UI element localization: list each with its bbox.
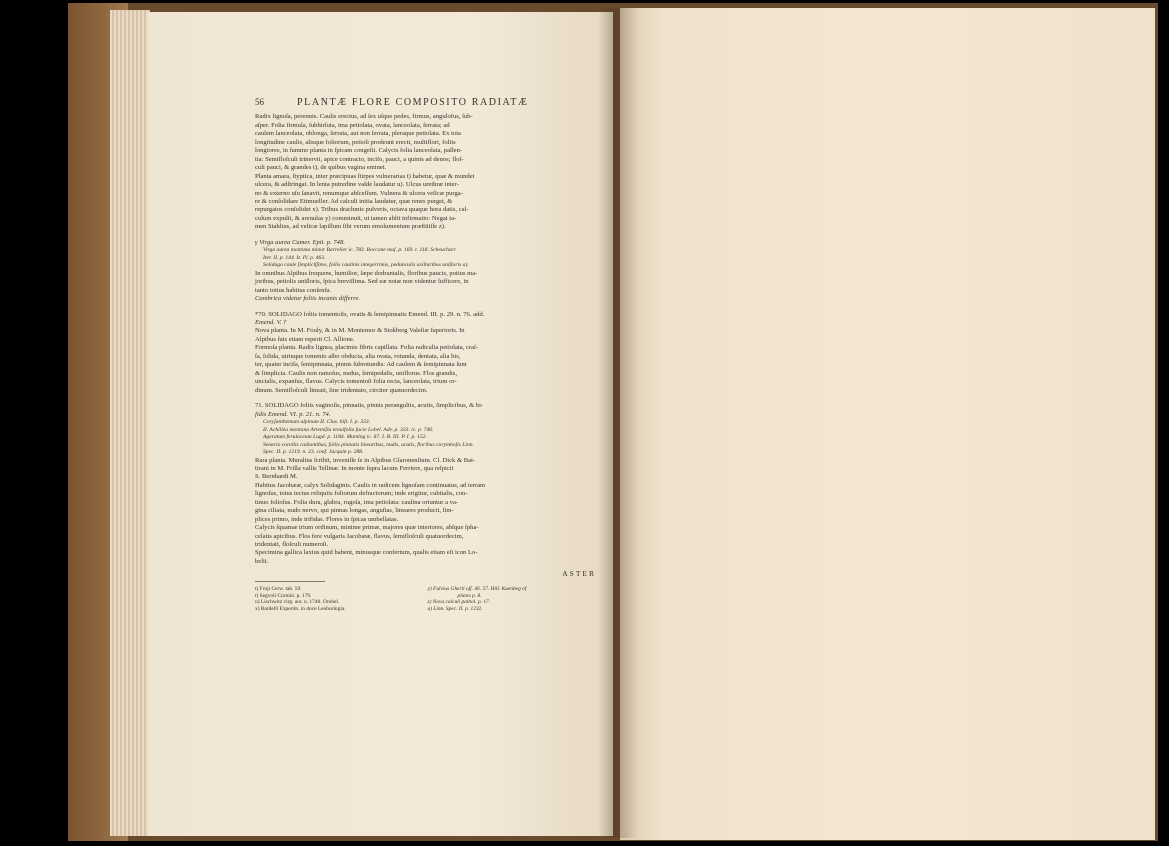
entry-70: [255, 311, 600, 396]
text-line: fidis Emend. VI. p. 21. n. 74.: [255, 410, 331, 418]
text-line: Formoſa planta. Radix lignea, placimis fibris capillata. Folia radicalia petiolata, craſ-: [255, 344, 479, 352]
text-line: tia: Semifloſculi trinervii, apice contracto, inciſo, pauci, a quinis ad denos; floſ-: [255, 155, 464, 163]
page-edges: [110, 10, 150, 836]
text-line: ſa, ſolida, utrinque tomento albo obducta, alia ovata, rotunda, dentata, alia bis,: [255, 352, 461, 360]
footnote: plants p. 8.: [457, 592, 482, 599]
footnote: a) Linn. Spec. II. p. 1232.: [427, 606, 483, 613]
text-line: dinum. Semifloſculi lineati, ſine tridentato, circiter quatuordecim.: [255, 386, 428, 394]
text-line: culum expulit, & arenulas y) comminuit, ut tamen ablit infirmatio: Negat ta-: [255, 214, 457, 222]
text-line: Rara planta. Muraltus ſcribit, inveniſſe ſe in Alpibus Glaronenſium. Cl. Dick & Bat-: [255, 456, 476, 464]
text-line: tanto totius habitus conſenſu.: [255, 286, 332, 294]
text-line: belii.: [255, 557, 269, 565]
text-line: Radix lignoſa, perennis. Caulis erectus, ad ſex uſque pedes, firmus, angulofus, ſub-: [255, 113, 473, 121]
text-line: ter, quater inciſa, ſemipinnata, pinnis ſubrotundis: Ad caulem & ſemipinnata ſunt: [255, 361, 467, 369]
synonym-line: Spec. II. p. 1219. n. 23. conf. Jacquin p. 288.: [263, 449, 364, 455]
book-gutter: [598, 8, 638, 838]
footnote-rule: [255, 581, 325, 582]
text-line: Specimina gallica laxius quid habent, minusque confertum, qualis etiam eſt icon Lo-: [255, 549, 478, 557]
paragraph-gamma: [255, 239, 600, 304]
text-line: celatis apicibus. Flos fere vulgaris Jacobææ, flavus, ſemifloſculi quatuordecim,: [255, 532, 464, 540]
text-line: tinuo folioſus. Folia dura, glabra, rugoſa, ima petiolata: caulina oriuntur a va-: [255, 498, 459, 506]
text-line: culi pauci, & grandes t), de quibus vagina eminet.: [255, 164, 387, 172]
synonym-line: Senecio corollis radiantibus, foliis pinnatis linearibus, nudis, acutis, floribus corymboſis Linn.: [263, 441, 474, 448]
text-line: Nova planta. In M. Fouly, & in M. Montemor & Stokberg Valeſiæ ſuperioris. In: [255, 327, 465, 335]
text-line: Alpibus ſuis etiam reperit Cl. Allione.: [255, 335, 355, 343]
paragraph-radix: [255, 113, 600, 231]
text-line: Iter. II. p. 144. It. IV. p. 463.: [263, 254, 326, 261]
text-line: Habitus Jacobææ, calyx Solidaginis. Caulis in radicem lignoſam continuatus, ad terram: [255, 481, 486, 489]
text-line: plices primo, inde trifidas. Flores in ſpicas umbellatas.: [255, 515, 399, 523]
text-line: Emend. V. †: [255, 319, 287, 327]
footnotes-right: [428, 586, 601, 613]
text-line: longitudine caulis, alisque foliorum, petioli prodeunt erecti, multiflori, foliis: [255, 138, 456, 146]
text-line: γ Virga aurea Camer. Epit. p. 748.: [255, 238, 345, 246]
text-line: repurgatos conſolidet x). Tribus drachmis pulveris, octava quaque hora datis, cal-: [255, 206, 469, 214]
page-number: 56: [255, 97, 264, 107]
text-line: Virga aurea montana minor Barrelier ic. 783. Boccone muſ. p. 169. t. 118. Scheuchzer: [263, 247, 456, 254]
footnote: u) Lischwitz virg. aur. n. 1748. Orohel.: [255, 599, 340, 606]
footnote: x) Bardelli Experim. in duce Leoburingia.: [255, 606, 346, 613]
text-line: Solidago caule ſimpliciſſimo, foliis caulinis integerrimis, pedunculis axillaribus uniſloris a).: [263, 262, 469, 269]
footnote: y) Fulvius Gherli oſſ. 46. 57. Hill. Kuenbeg of: [427, 585, 527, 592]
text-line: Calycis ſquamæ trium ordinum, minime primæ, majores quæ interiores, abſque ſpha-: [255, 524, 479, 532]
entry-heading: 71. SOLIDAGO foliis vaginoſis, pinnatis, pinnis perangultis, acutis, ſimplicibus, & bi-: [255, 402, 484, 410]
text-line: S. Bernhardi M.: [255, 473, 298, 481]
footnote: z) Nova calculi pathol. p. 17.: [427, 599, 491, 606]
text-line: re & conſolidare Ettmueller. Ad calculi initia laudatur, quæ renes purget, &: [255, 197, 453, 205]
text-line: ulcera, & adſtringat. In lenta putredine valde laudatur u). Ulcus urethræ inter-: [255, 181, 459, 189]
synonym-line: Coryſanthemum alpinum II. Clus. hiſt. I. p. 333.: [263, 419, 371, 425]
right-page-blank: [620, 8, 1155, 840]
text-line: men Stahlius, ad veſicæ lapillum ſibi verum emolumentum præſtitiſſe z).: [255, 223, 446, 231]
text-line: longiores, in ſummo planta in ſpicam congeſti. Calycis folia lanceolata, pallen-: [255, 147, 463, 155]
synonym-line: II. Achillea montana Artemiſia tenuifolia facie Lobel. Adv. p. 333. ic. p. 746.: [263, 426, 434, 433]
text-line: no & externo uſu ſanavit, renumque abſceſſum. Vulnera & ulcera veſicæ purga-: [255, 189, 463, 197]
footnote: t) Frujt Cerw. tab. 59.: [255, 585, 302, 592]
text-line: Cambrica videtur foliis incanis differre.: [255, 295, 361, 303]
footnote: t) Segvoli Cornini. p. 179.: [255, 592, 312, 599]
text-line: aſper. Folia firmula, ſubhirſuta, ima petiolata, ovata, lanceolata, ſerrata; ad: [255, 121, 450, 129]
text-line: gina ciliata, nudo nervo, qui pinnas longas, anguſtas, lineares producit, ſim-: [255, 507, 454, 515]
footnotes: [255, 586, 600, 613]
text-line: & ſimplicia. Caulis non ramoſus, nudus, ſemipedalis, uniflorus. Flos grandis,: [255, 369, 458, 377]
text-line: tirani in M. Frilla vallis Tellinæ. In monte ſupra lacum Ferriere, qua reſpicit: [255, 464, 454, 472]
text-line: lignoſus, totus tectus reliquiis foliorum defractorum; inde erigitur, cubitalis, con-: [255, 490, 468, 498]
text-line: Planta amara, ſtyptica, inter præcipuas ſtirpes vulnerarias t) habetur, quæ & mundet: [255, 172, 475, 180]
synonym-line: Ageratum ferulaceum Lugd. p. 1184. Munting ic. 87. I. B. III. P. I. p. 152.: [263, 434, 427, 440]
footnotes-left: [255, 586, 428, 613]
text-line: joribus, petiolis uniſloris, ſpica breviſſima. Sed eæ notæ non videntur ſufficere, in: [255, 278, 469, 286]
entry-71: [255, 402, 600, 566]
page-text: [255, 98, 600, 613]
text-line: In omnibus Alpibus frequens, humilior, ſæpe dodrantalis, floribus paucis, potius ma-: [255, 269, 478, 277]
catchword: ASTER: [562, 569, 596, 579]
text-line: caulem lanceolata, oblonga, ſerrata, aut non ſerrata, pleraque petiolata. Ex tota: [255, 130, 461, 138]
text-line: uncialis, expanſus, flavus. Calycis tomentoſi folia recta, lanceolata, trium or-: [255, 378, 457, 386]
running-title: PLANTÆ FLORE COMPOSITO RADIATÆ: [297, 97, 529, 108]
entry-heading: *70. SOLIDAGO foliis tomentoſis, ovatis & ſemipinnatis Emend. III. p. 29. n. 76. add.: [255, 310, 485, 318]
page-header: [255, 98, 600, 107]
text-line: tridentati, floſculi numeroſi.: [255, 541, 329, 549]
